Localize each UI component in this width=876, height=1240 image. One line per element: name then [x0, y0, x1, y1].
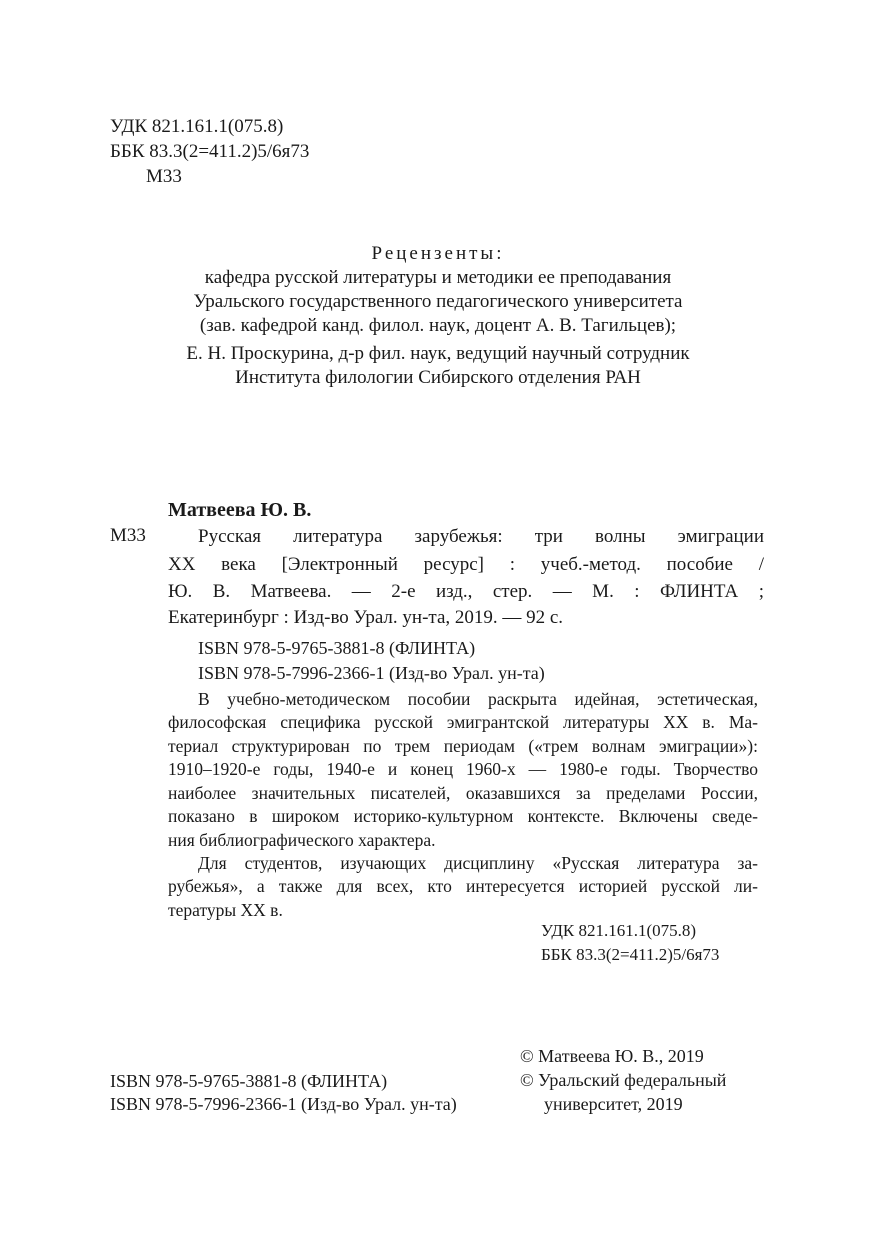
- record-author: Матвеева Ю. В.: [168, 499, 312, 521]
- reviewer-line: Уральского государственного педагогического университета: [193, 291, 683, 312]
- reviewers-title: Рецензенты:: [371, 243, 505, 264]
- record-isbn: ISBN 978-5-7996-2366-1 (Изд-во Урал. ун-та): [198, 663, 545, 683]
- reviewer-line: Е. Н. Проскурина, д-р фил. наук, ведущий научный сотрудник: [186, 343, 690, 364]
- audience-line: Для студентов, изучающих дисциплину «Русская литература за-: [198, 853, 758, 873]
- annotation-line: 1910–1920-е годы, 1940-е и конец 1960-х — 1980-е годы. Творчество: [168, 759, 758, 779]
- record-description-line: Екатеринбург : Изд-во Урал. ун-та, 2019. — 92 с.: [168, 607, 564, 628]
- reviewer-line: кафедра русской литературы и методики ее преподавания: [204, 267, 672, 288]
- annotation-line: наиболее значительных писателей, оказавшихся за пределами России,: [168, 783, 758, 803]
- annotation-line: показано в широком историко-культурном контексте. Включены сведе-: [168, 806, 758, 826]
- record-bbk: ББК 83.3(2=411.2)5/6я73: [541, 945, 720, 964]
- record-description-line: XX века [Электронный ресурс] : учеб.-метод. пособие /: [168, 554, 764, 575]
- audience-line: тературы XX в.: [168, 900, 283, 920]
- record-author-mark: М33: [110, 525, 146, 546]
- copyright-line: университет, 2019: [544, 1094, 683, 1114]
- record-udk: УДК 821.161.1(075.8): [541, 921, 697, 940]
- reviewer-line: Института филологии Сибирского отделения РАН: [235, 367, 641, 388]
- copyright-line: © Уральский федеральный: [520, 1070, 727, 1090]
- udk-code: УДК 821.161.1(075.8): [110, 116, 284, 137]
- bbk-code: ББК 83.3(2=411.2)5/6я73: [110, 141, 310, 162]
- record-isbn: ISBN 978-5-9765-3881-8 (ФЛИНТА): [198, 638, 476, 658]
- copyright-line: © Матвеева Ю. В., 2019: [520, 1046, 704, 1066]
- record-description-line: Ю. В. Матвеева. — 2-е изд., стер. — М. : ФЛИНТА ;: [168, 581, 764, 602]
- footer-isbn: ISBN 978-5-7996-2366-1 (Изд-во Урал. ун-та): [110, 1094, 457, 1114]
- record-description-line: Русская литература зарубежья: три волны эмиграции: [198, 526, 764, 547]
- author-mark: М33: [146, 166, 182, 187]
- reviewer-line: (зав. кафедрой канд. филол. наук, доцент А. В. Тагильцев);: [199, 315, 677, 336]
- annotation-line: ния библиографического характера.: [168, 830, 436, 850]
- audience-line: рубежья», а также для всех, кто интересуется историей русской ли-: [168, 876, 758, 896]
- annotation-line: философская специфика русской эмигрантской литературы XX в. Ма-: [168, 712, 758, 732]
- annotation-line: териал структурирован по трем периодам («трем волнам эмиграции»):: [168, 736, 758, 756]
- footer-isbn: ISBN 978-5-9765-3881-8 (ФЛИНТА): [110, 1071, 388, 1091]
- annotation-line: В учебно-методическом пособии раскрыта идейная, эстетическая,: [198, 689, 758, 709]
